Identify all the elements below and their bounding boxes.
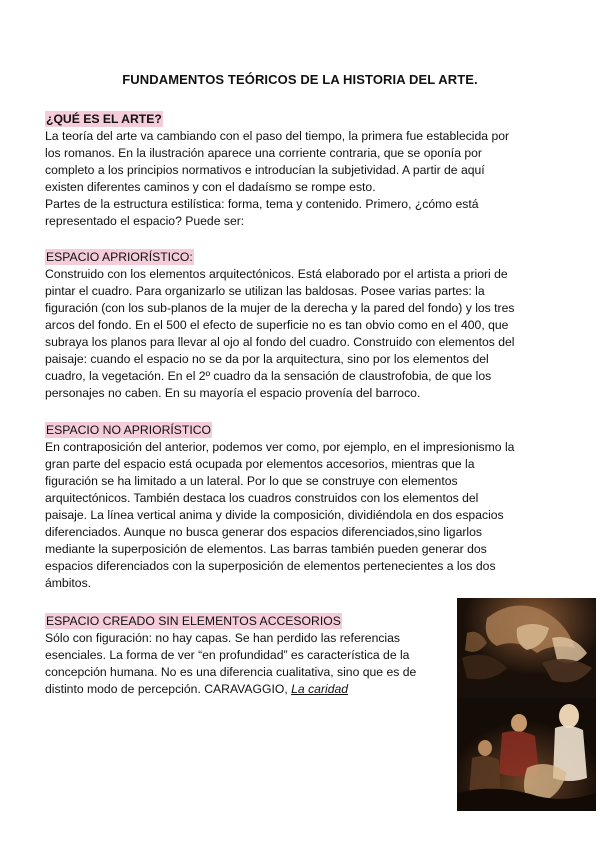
section-heading: ESPACIO CREADO SIN ELEMENTOS ACCESORIOS xyxy=(46,614,341,628)
text-line: Partes de la estructura estilística: forma, tema y contenido. Primero, ¿cómo está xyxy=(45,197,479,211)
caravaggio-painting-image xyxy=(457,598,596,811)
text-line: Construido con los elementos arquitectónicos. Está elaborado por el artista a priori de xyxy=(45,267,508,281)
section-espacio-aprioristico xyxy=(45,249,515,402)
section-paragraph xyxy=(45,630,416,698)
section-espacio-creado xyxy=(45,613,416,698)
text-line: esenciales. La forma de ver “en profundidad” es característica de la xyxy=(45,648,410,662)
text-line: diferenciados. Aunque no busca generar dos espacios diferenciados,sino ligarlos xyxy=(45,525,482,539)
section-heading: ESPACIO APRIORÍSTICO: xyxy=(46,250,193,264)
text-line: concepción humana. No es una diferencia cualitativa, sino que es de xyxy=(45,665,417,679)
text-line xyxy=(45,681,416,698)
text-line: gran parte del espacio está ocupada por elementos accesorios, mientras que la xyxy=(45,457,475,471)
text-line: ámbitos. xyxy=(45,576,92,590)
text-line: En contraposición del anterior, podemos ver como, por ejemplo, en el impresionismo la xyxy=(45,440,515,454)
text-line: cuadro, la vegetación. En el 2º cuadro da la sensación de claustrofobia, de que los xyxy=(45,369,492,383)
text-line: personajes no caben. En su mayoría el espacio provenía del barroco. xyxy=(45,386,421,400)
section-paragraph xyxy=(45,266,515,402)
text-line: subraya los planos para llevar al ojo al fondo del cuadro. Construido con elementos del xyxy=(45,335,515,349)
painting-illustration xyxy=(457,598,596,811)
text-line-lead: distinto modo de percepción. CARAVAGGIO, xyxy=(45,682,292,696)
text-line: representado el espacio? Puede ser: xyxy=(45,214,245,228)
text-line: figuración se ha limitado a un lateral. Por lo que se construye con elementos xyxy=(45,474,458,488)
text-line: espacios diferenciados con la superposición de elementos pertenecientes a los dos xyxy=(45,559,496,573)
document-title: FUNDAMENTOS TEÓRICOS DE LA HISTORIA DEL ARTE. xyxy=(122,72,478,87)
text-line: pintar el cuadro. Para organizarlo se utilizan las baldosas. Posee varias partes: la xyxy=(45,284,485,298)
text-line: Sólo con figuración: no hay capas. Se han perdido las referencias xyxy=(45,631,401,645)
section-espacio-no-aprioristico xyxy=(45,422,514,592)
text-line: mediante la superposición de elementos. Las barras también pueden generar dos xyxy=(45,542,487,556)
section-paragraph xyxy=(45,439,514,592)
text-line: completo a los principios normativos e introducían la subjetividad. A partir de aquí xyxy=(45,163,485,177)
text-line: La teoría del arte va cambiando con el paso del tiempo, la primera fue establecida por xyxy=(45,129,510,143)
section-que-es-el-arte xyxy=(45,111,509,230)
text-line: existen diferentes caminos y con el dadaísmo se rompe esto. xyxy=(45,180,376,194)
text-line: figuración (con los sub-planos de la mujer de la derecha y la pared del fondo) y los tres xyxy=(45,301,515,315)
text-line: paisaje. La línea vertical anima y divide la composición, dividiéndola en dos espacios xyxy=(45,508,504,522)
text-line: paisaje: cuando el espacio no se da por la arquitectura, sino por los elementos del xyxy=(45,352,489,366)
artwork-title-link[interactable]: La caridad xyxy=(291,682,349,696)
text-line: los romanos. En la ilustración aparece una corriente contraria, que se oponía por xyxy=(45,146,482,160)
text-line: arquitectónicos. También destaca los cuadros construidos con los elementos del xyxy=(45,491,479,505)
section-paragraph xyxy=(45,128,509,230)
text-line: arcos del fondo. En el 500 el efecto de superficie no es tan obvio como en el 400, que xyxy=(45,318,509,332)
section-heading: ¿QUÉ ES EL ARTE? xyxy=(46,112,162,126)
section-heading: ESPACIO NO APRIORÍSTICO xyxy=(46,423,212,437)
